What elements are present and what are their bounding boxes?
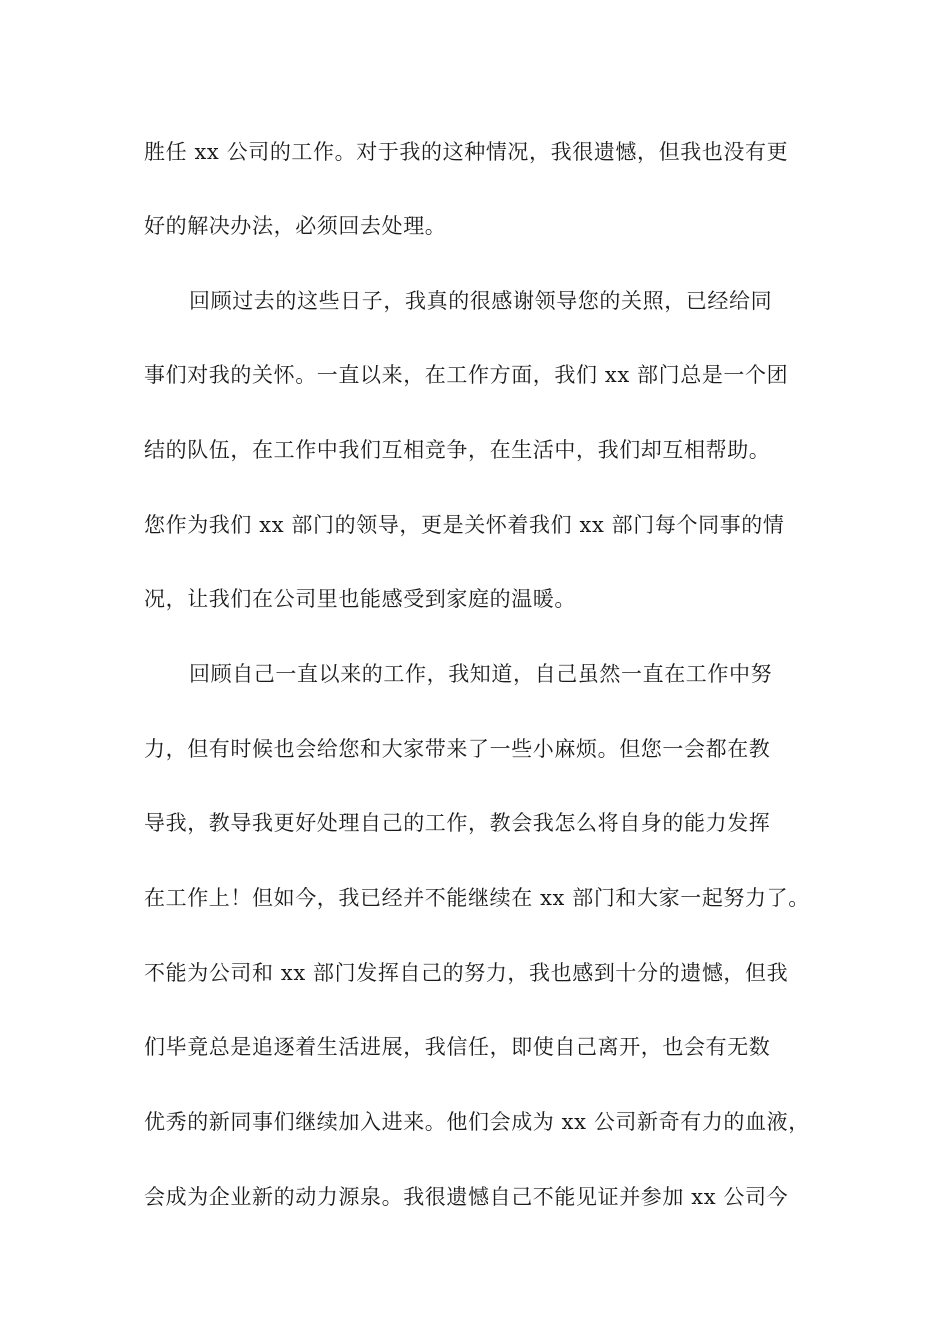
text-line: 导我，教导我更好处理自己的工作，教会我怎么将自身的能力发挥 [144, 811, 771, 835]
paragraph-start-line: 回顾过去的这些日子，我真的很感谢领导您的关照，已经给同 [189, 289, 773, 313]
text-line: 会成为企业新的动力源泉。我很遗憾自己不能见证并参加 xx 公司今 [144, 1185, 789, 1209]
text-line: 结的队伍，在工作中我们互相竞争，在生活中，我们却互相帮助。 [144, 438, 771, 462]
text-line: 力，但有时候也会给您和大家带来了一些小麻烦。但您一会都在教 [144, 737, 771, 761]
text-line: 好的解决办法，必须回去处理。 [144, 214, 447, 238]
text-line: 优秀的新同事们继续加入进来。他们会成为 xx 公司新奇有力的血液， [144, 1110, 810, 1134]
text-line: 不能为公司和 xx 部门发挥自己的努力，我也感到十分的遗憾，但我 [144, 961, 789, 985]
text-line: 胜任 xx 公司的工作。对于我的这种情况，我很遗憾，但我也没有更 [144, 140, 789, 164]
text-line: 事们对我的关怀。一直以来，在工作方面，我们 xx 部门总是一个团 [144, 363, 789, 387]
text-line: 在工作上！但如今，我已经并不能继续在 xx 部门和大家一起努力了。 [144, 886, 810, 910]
text-line: 您作为我们 xx 部门的领导，更是关怀着我们 xx 部门每个同事的情 [144, 513, 785, 537]
text-line: 况，让我们在公司里也能感受到家庭的温暖。 [144, 587, 576, 611]
paragraph-start-line: 回顾自己一直以来的工作，我知道，自己虽然一直在工作中努 [189, 662, 773, 686]
text-line: 们毕竟总是追逐着生活进展，我信任，即使自己离开，也会有无数 [144, 1035, 771, 1059]
